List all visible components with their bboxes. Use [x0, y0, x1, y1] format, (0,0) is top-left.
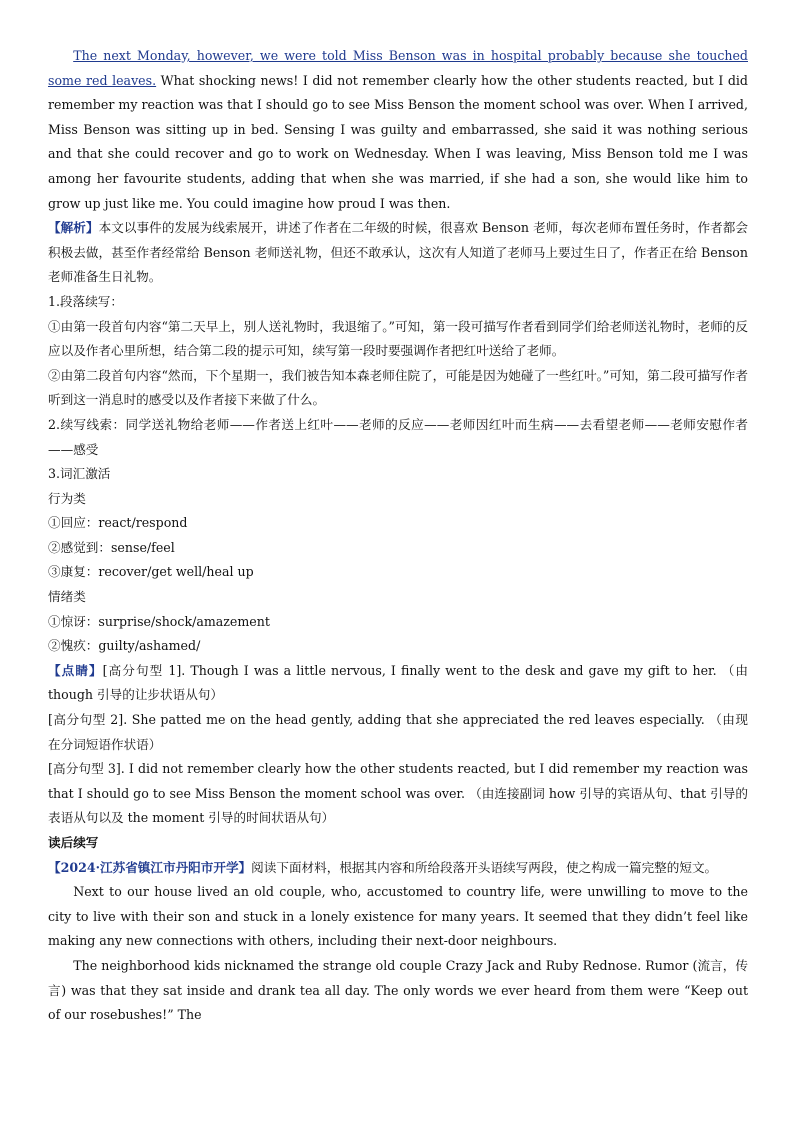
vocab-item: ①回应：react/respond — [48, 515, 188, 531]
analysis-text: 本文以事件的发展为线索展开，讲述了作者在二年级的时候，很喜欢 Benson 老师，每次老师布置任务时，作者都会积极去做，甚至作者经常给 Benson 老师送礼物，但还不敢承认，这次有人知道了老师马上要过生日了，作者正在给 Benson 老师准备生日礼物。 — [48, 220, 749, 285]
vocab-category-emotions: 情绪类 — [48, 589, 86, 605]
document-content — [48, 44, 748, 1028]
vocab-item: ①惊讶：surprise/shock/amazement — [48, 613, 270, 629]
vocab-item: ③康复：recover/get well/heal up — [48, 564, 254, 580]
instruction-text: 阅读下面材料，根据其内容和所给段落开头语续写两段，使之构成一篇完整的短文。 — [251, 859, 718, 875]
source-label: 【2024·江苏省镇江市丹阳市开学】 — [48, 859, 252, 875]
para-writing-item-2: ②由第二段首句内容“然而，下个星期一，我们被告知本森老师住院了，可能是因为她碰了一些红叶。”可知，第二段可描写作者听到这一消息时的感受以及作者接下来做了什么。 — [48, 367, 748, 408]
para-writing-item-1: ①由第一段首句内容“第二天早上，别人送礼物时，我退缩了。”可知，第一段可描写作者看到同学们给老师送礼物时，老师的反应以及作者心里所想，结合第二段的提示可知，续写第一段时要强调作者把红叶送给了老师。 — [48, 318, 748, 359]
highlights-label: 【点睛】 — [48, 662, 103, 678]
highlight-1-text: [高分句型 1]. Though I was a little nervous, I finally went to the desk and gave my gift to her. （由 though 引导的让步状语从句） — [48, 662, 749, 703]
highlight-1 — [48, 659, 748, 708]
vocab-item: ②感觉到：sense/feel — [48, 539, 175, 555]
analysis-label: 【解析】 — [48, 220, 99, 236]
material-paragraph-2: The neighborhood kids nicknamed the strange old couple Crazy Jack and Ruby Rednose. Rumor (流言，传言) was that they sat inside and drank tea all day. The only words we ever heard from them were “Keep out of our rosebushes!” The — [48, 957, 748, 1023]
story-paragraph — [48, 44, 748, 216]
analysis-paragraph — [48, 216, 748, 290]
continuation-instruction — [48, 856, 748, 881]
vocab-heading: 3.词汇激活 — [48, 466, 111, 482]
vocab-item: ②愧疚：guilty/ashamed/ — [48, 638, 201, 654]
para-writing-heading: 1.段落续写： — [48, 293, 123, 309]
vocab-category-actions: 行为类 — [48, 490, 86, 506]
writing-clue: 2.续写线索：同学送礼物给老师——作者送上红叶——老师的反应——老师因红叶而生病——去看望老师——老师安慰作者——感受 — [48, 416, 748, 457]
continuation-heading: 读后续写 — [48, 835, 99, 850]
highlight-2: [高分句型 2]. She patted me on the head gently, adding that she appreciated the red leaves especially. （由现在分词短语作状语） — [48, 712, 748, 752]
story-lead-sentence: The next Monday, however, we were told Miss Benson was in hospital probably because she touched some red leaves. — [48, 48, 748, 88]
highlight-3: [高分句型 3]. I did not remember clearly how the other students reacted, but I did remember my reaction was that I should go to see Miss Benson the moment school was over. （由连接副词 how 引导的宾语从句、that 引导的表语从句以及 the moment 引导的时间状语从句） — [48, 761, 748, 826]
material-paragraph-1: Next to our house lived an old couple, who, accustomed to country life, were unwilling to move to the city to live with their son and stuck in a lonely existence for many years. It seemed that they didn’t feel like making any new connections with others, including their next-door neighbours. — [48, 884, 748, 949]
story-body: What shocking news! I did not remember clearly how the other students reacted, but I did remember my reaction was that I should go to see Miss Benson the moment school was over. When I arrived, Miss Benson was sitting up in bed. Sensing I was guilty and embarrassed, she said it was nothing serious and that she could recover and go to work on Wednesday. When I was leaving, Miss Benson told me I was among her favourite students, adding that when she was married, if she had a son, she would like him to grow up just like me. You could imagine how proud I was then. — [48, 72, 748, 211]
